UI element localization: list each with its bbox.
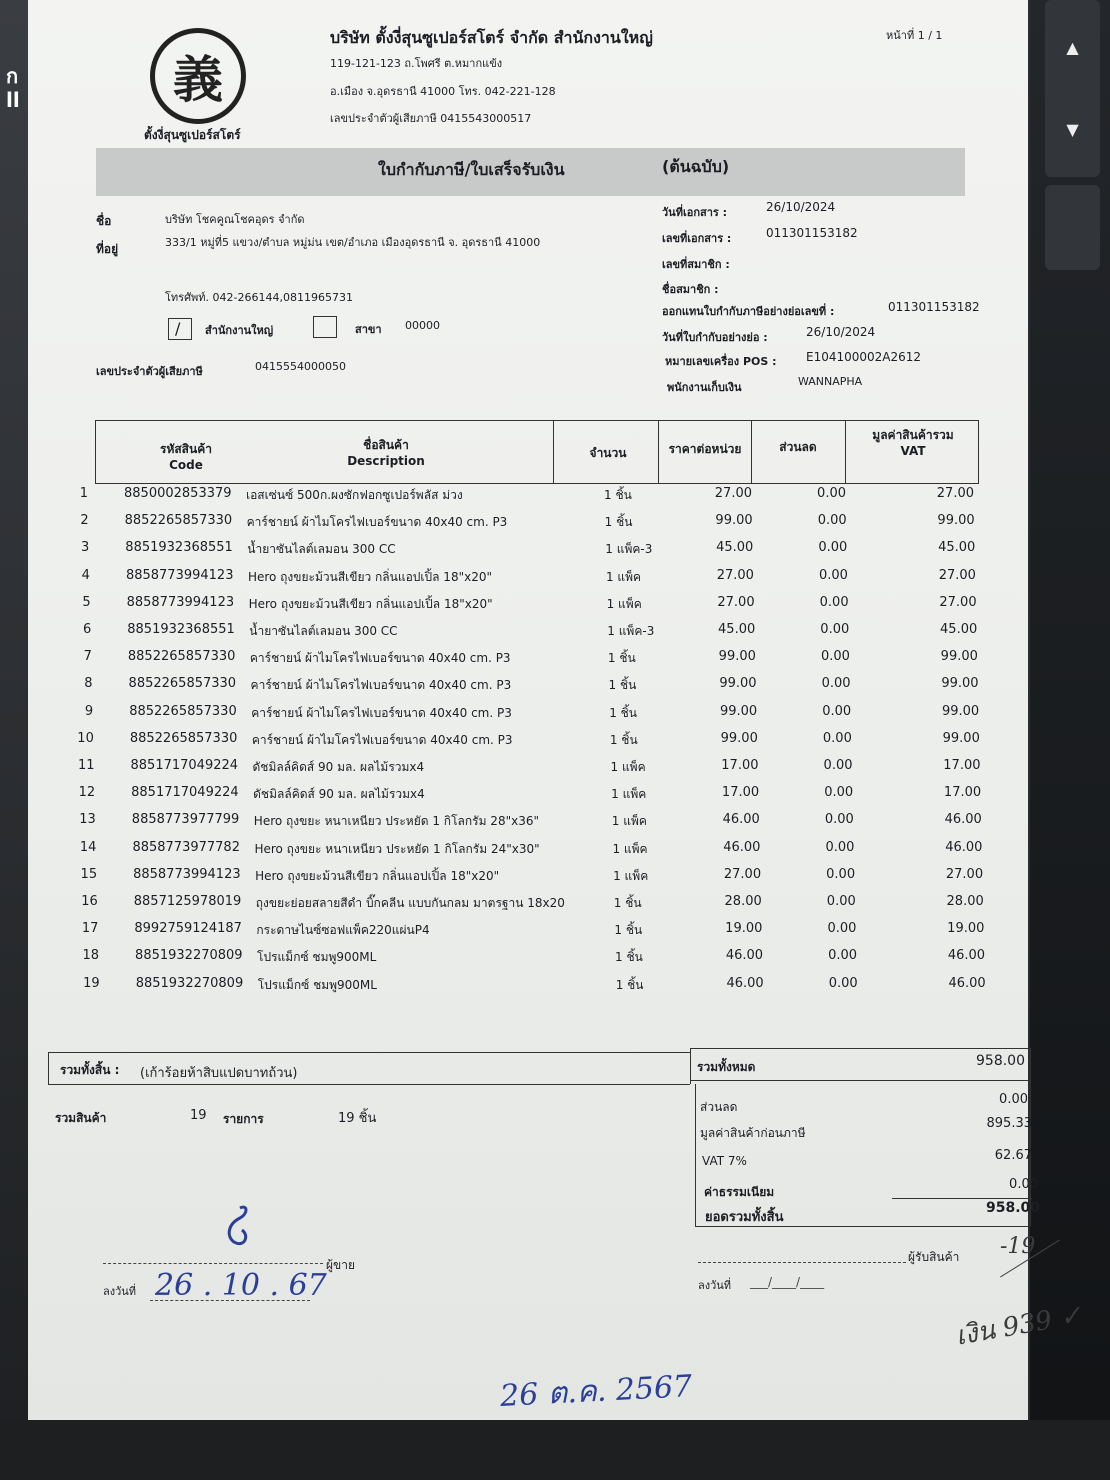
row-total: 17.00 bbox=[943, 758, 981, 773]
row-unit-price: 46.00 bbox=[723, 839, 761, 855]
row-number: 16 bbox=[81, 894, 98, 909]
column-divider bbox=[845, 421, 846, 483]
row-description: น้ำยาซันไลต์เลมอน 300 CC bbox=[249, 624, 398, 638]
grand-total-value: 958.00 bbox=[976, 1053, 1025, 1069]
row-code: 8858773994123 bbox=[125, 567, 234, 583]
row-number: 7 bbox=[83, 649, 92, 665]
row-description: Hero ถุงขยะม้วนสีเขียว กลิ่นแอปเปิ้ล 18"x20" bbox=[255, 868, 500, 883]
row-description: Hero ถุงขยะม้วนสีเขียว กลิ่นแอปเปิ้ล 18"x20" bbox=[247, 569, 492, 584]
table-row bbox=[0, 812, 1110, 834]
row-discount: 0.00 bbox=[823, 758, 853, 773]
head-office-label: สำนักงานใหญ่ bbox=[205, 324, 274, 337]
row-description: โปรแม็กซ์ ชมพู900ML bbox=[257, 977, 377, 992]
head-office-checkbox bbox=[168, 318, 192, 340]
row-total: 17.00 bbox=[943, 785, 982, 801]
row-code: 8852265857330 bbox=[124, 513, 233, 529]
row-code: 8851717049224 bbox=[131, 785, 239, 801]
checkbox-check-mark: / bbox=[175, 319, 181, 338]
receiver-date-blank: ___/____/____ bbox=[750, 1275, 825, 1289]
row-total: 45.00 bbox=[938, 540, 976, 556]
row-code: 8858773994123 bbox=[133, 866, 241, 882]
header-total-en: VAT bbox=[900, 444, 926, 458]
row-total: 28.00 bbox=[946, 894, 984, 909]
row-unit-price: 46.00 bbox=[726, 975, 764, 991]
row-unit-price: 45.00 bbox=[716, 540, 754, 556]
vat-label: VAT 7% bbox=[702, 1154, 747, 1168]
row-number: 3 bbox=[81, 540, 90, 556]
row-unit-price: 19.00 bbox=[725, 921, 763, 937]
branch-number: 00000 bbox=[405, 319, 440, 332]
table-row bbox=[0, 704, 1110, 726]
row-total: 27.00 bbox=[939, 594, 977, 610]
summary-border-bottom bbox=[48, 1084, 690, 1085]
table-row bbox=[0, 731, 1110, 753]
header-code bbox=[126, 441, 246, 473]
table-row bbox=[0, 867, 1110, 889]
ref-abbreviated-number: 011301153182 bbox=[888, 300, 980, 314]
row-qty: 1 ชิ้น bbox=[615, 977, 644, 992]
handwritten-date-stamp: 26 ต.ค. 2567 bbox=[499, 1368, 694, 1415]
row-discount: 0.00 bbox=[827, 921, 857, 937]
row-total: 99.00 bbox=[940, 649, 978, 665]
keyboard-glyph-icon: ก bbox=[6, 64, 19, 88]
table-row bbox=[0, 622, 1110, 644]
grand-total-label: รวมทั้งหมด bbox=[697, 1060, 756, 1074]
row-description: ดัชมิลล์คิดส์ 90 มล. ผลไม้รวมx4 bbox=[252, 760, 425, 774]
seller-date-line bbox=[150, 1300, 310, 1301]
row-qty: 1 แพ็ค-3 bbox=[605, 542, 653, 557]
company-name: บริษัท ตั้งงี่สุนซูเปอร์สโตร์ จำกัด สำนักงานใหญ่ bbox=[330, 28, 653, 47]
header-unit-price: ราคาต่อหน่วย bbox=[668, 442, 742, 456]
grand-total-words: (เก้าร้อยห้าสิบแปดบาทถ้วน) bbox=[140, 1066, 298, 1081]
row-number: 18 bbox=[82, 948, 100, 964]
net-total-label: ยอดรวมทั้งสิ้น bbox=[705, 1210, 784, 1225]
logo-caption: ตั้งงี่สุนซูเปอร์สโตร์ bbox=[144, 128, 241, 142]
seller-signature bbox=[218, 1200, 258, 1258]
doc-number: 011301153182 bbox=[766, 226, 858, 240]
row-total: 99.00 bbox=[941, 676, 979, 692]
row-total: 46.00 bbox=[944, 812, 982, 828]
row-description: Hero ถุงขยะ หนาเหนียว ประหยัด 1 กิโลกรัม 24"x30" bbox=[254, 841, 540, 856]
row-qty: 1 แพ็ค bbox=[613, 868, 649, 883]
grand-total-words-label: รวมทั้งสิ้น : bbox=[60, 1063, 120, 1077]
items-table-header bbox=[95, 420, 979, 484]
row-description: คาร์ชายน์ ผ้าไมโครไฟเบอร์ขนาด 40x40 cm. P3 bbox=[249, 651, 511, 666]
piece-count: 19 ชิ้น bbox=[338, 1111, 377, 1126]
member-number-label: เลขที่สมาชิก : bbox=[662, 258, 730, 271]
row-code: 8852265857330 bbox=[129, 730, 238, 746]
row-unit-price: 99.00 bbox=[720, 730, 758, 746]
row-qty: 1 แพ็ค-3 bbox=[607, 624, 655, 638]
row-number: 11 bbox=[77, 758, 95, 773]
row-number: 19 bbox=[83, 975, 100, 991]
document-title: ใบกำกับภาษี/ใบเสร็จรับเงิน bbox=[378, 160, 565, 179]
table-row bbox=[0, 486, 1110, 508]
row-code: 8992759124187 bbox=[134, 921, 242, 937]
vat-value: 62.67 bbox=[994, 1148, 1032, 1163]
row-number: 17 bbox=[81, 921, 99, 937]
row-total: 99.00 bbox=[941, 703, 980, 719]
keyboard-key bbox=[1045, 185, 1100, 270]
totals-border-left-lower bbox=[695, 1084, 696, 1226]
row-description: Hero ถุงขยะม้วนสีเขียว กลิ่นแอปเปิ้ล 18"x20" bbox=[248, 596, 493, 611]
row-discount: 0.00 bbox=[818, 567, 848, 583]
row-total: 45.00 bbox=[940, 622, 978, 637]
table-row bbox=[0, 840, 1110, 862]
row-number: 8 bbox=[84, 676, 93, 692]
row-qty: 1 ชิ้น bbox=[607, 651, 636, 666]
row-discount: 0.00 bbox=[824, 812, 854, 828]
row-qty: 1 แพ็ค bbox=[611, 787, 647, 802]
table-row bbox=[0, 948, 1110, 970]
row-discount: 0.00 bbox=[822, 703, 852, 719]
row-code: 8851932368551 bbox=[127, 622, 235, 637]
header-discount: ส่วนลด bbox=[779, 440, 817, 454]
keyboard-glyph-icon: ll bbox=[6, 88, 20, 112]
summary-border-left bbox=[48, 1052, 49, 1084]
ref-date: 26/10/2024 bbox=[806, 325, 876, 339]
row-total: 46.00 bbox=[945, 839, 983, 855]
company-address-2: อ.เมือง จ.อุดรธานี 41000 โทร. 042-221-128 bbox=[330, 85, 556, 98]
row-code: 8858773977782 bbox=[132, 839, 240, 855]
row-code: 8852265857330 bbox=[129, 703, 237, 719]
header-total-th: มูลค่าสินค้ารวม bbox=[872, 428, 954, 442]
table-row bbox=[0, 595, 1110, 617]
row-discount: 0.00 bbox=[828, 948, 858, 964]
row-description: Hero ถุงขยะ หนาเหนียว ประหยัด 1 กิโลกรัม 28"x36" bbox=[253, 814, 539, 829]
item-count: 19 bbox=[190, 1108, 207, 1123]
branch-label: สาขา bbox=[355, 323, 382, 336]
row-unit-price: 99.00 bbox=[718, 649, 756, 665]
row-description: โปรแม็กซ์ ชมพู900ML bbox=[257, 950, 377, 965]
pencil-note-deduction: -19 bbox=[1000, 1234, 1036, 1259]
column-divider bbox=[658, 421, 659, 483]
row-unit-price: 28.00 bbox=[724, 894, 762, 909]
row-qty: 1 ชิ้น bbox=[608, 678, 637, 693]
row-total: 27.00 bbox=[936, 486, 974, 501]
logo-mark: 義 bbox=[173, 50, 223, 109]
row-discount: 0.00 bbox=[819, 594, 849, 610]
row-qty: 1 แพ็ค bbox=[605, 569, 642, 584]
row-code: 8851932270809 bbox=[135, 975, 244, 991]
customer-tax-id: 0415554000050 bbox=[255, 360, 346, 373]
table-row bbox=[0, 568, 1110, 590]
cashier-name: WANNAPHA bbox=[798, 375, 863, 388]
row-discount: 0.00 bbox=[822, 730, 852, 746]
row-unit-price: 27.00 bbox=[716, 567, 754, 583]
row-number: 4 bbox=[81, 567, 90, 583]
row-qty: 1 แพ็ค bbox=[606, 596, 642, 611]
row-qty: 1 ชิ้น bbox=[609, 705, 637, 720]
member-name-label: ชื่อสมาชิก : bbox=[662, 283, 719, 296]
row-description: คาร์ชายน์ ผ้าไมโครไฟเบอร์ขนาด 40x40 cm. P3 bbox=[250, 678, 512, 693]
row-unit-price: 17.00 bbox=[721, 758, 759, 773]
row-code: 8850002853379 bbox=[124, 486, 232, 501]
fee-value: 0.00 bbox=[1009, 1177, 1038, 1192]
row-discount: 0.00 bbox=[818, 540, 848, 556]
receiver-label: ผู้รับสินค้า bbox=[908, 1250, 960, 1264]
cashier-label: พนักงานเก็บเงิน bbox=[667, 381, 742, 394]
table-row bbox=[0, 921, 1110, 943]
row-number: 1 bbox=[79, 486, 88, 501]
row-code: 8857125978019 bbox=[133, 894, 242, 909]
row-description: คาร์ชายน์ ผ้าไมโครไฟเบอร์ขนาด 40x40 cm. P3 bbox=[251, 732, 513, 747]
row-discount: 0.00 bbox=[825, 839, 855, 855]
document-copy-label: (ต้นฉบับ) bbox=[662, 157, 730, 176]
seller-date-label: ลงวันที่ bbox=[103, 1285, 137, 1298]
totals-border-left bbox=[690, 1048, 691, 1084]
pencil-note-amount: เงิน 939 ✓ bbox=[953, 1300, 1085, 1352]
row-description: ดัชมิลล์คิดส์ 90 มล. ผลไม้รวมx4 bbox=[253, 787, 425, 802]
row-discount: 0.00 bbox=[817, 513, 847, 529]
row-code: 8851932270809 bbox=[135, 948, 243, 964]
row-qty: 1 แพ็ค bbox=[612, 841, 648, 856]
header-desc-en: Description bbox=[347, 454, 425, 468]
row-qty: 1 ชิ้น bbox=[604, 515, 633, 530]
table-row bbox=[0, 758, 1110, 780]
key-up-arrow-icon: ▲ bbox=[1045, 0, 1100, 95]
table-row bbox=[0, 540, 1110, 562]
doc-date-label: วันที่เอกสาร : bbox=[662, 206, 728, 219]
row-description: คาร์ชายน์ ผ้าไมโครไฟเบอร์ขนาด 40x40 cm. P3 bbox=[251, 705, 512, 720]
doc-number-label: เลขที่เอกสาร : bbox=[662, 232, 732, 245]
table-row bbox=[0, 649, 1110, 671]
row-code: 8858773994123 bbox=[126, 594, 235, 610]
header-total-vat bbox=[848, 427, 978, 459]
row-code: 8858773977799 bbox=[131, 812, 240, 828]
table-row bbox=[0, 894, 1110, 916]
row-total: 19.00 bbox=[947, 921, 985, 937]
row-qty: 1 ชิ้น bbox=[613, 896, 642, 910]
row-unit-price: 27.00 bbox=[717, 594, 755, 610]
row-unit-price: 99.00 bbox=[715, 513, 753, 529]
seller-label: ผู้ขาย bbox=[326, 1258, 356, 1272]
pos-number: E104100002A2612 bbox=[806, 350, 922, 364]
table-row bbox=[0, 513, 1110, 535]
seller-date-handwritten: 26 . 10 . 67 bbox=[155, 1268, 327, 1303]
row-description: เอสเซ่นซ์ 500ก.ผงซักฟอกซูเปอร์พลัส ม่วง bbox=[246, 488, 463, 502]
table-row bbox=[0, 676, 1110, 698]
row-code: 8852265857330 bbox=[128, 676, 237, 692]
row-number: 9 bbox=[84, 703, 94, 719]
row-unit-price: 99.00 bbox=[719, 676, 757, 692]
row-code: 8851717049224 bbox=[130, 758, 239, 773]
row-qty: 1 แพ็ค bbox=[610, 760, 646, 774]
row-discount: 0.00 bbox=[824, 785, 854, 801]
row-code: 8852265857330 bbox=[127, 649, 236, 665]
ref-date-label: วันที่ใบกำกับอย่างย่อ : bbox=[662, 331, 768, 344]
row-discount: 0.00 bbox=[826, 866, 856, 882]
customer-address-label: ที่อยู่ bbox=[96, 242, 119, 256]
header-code-en: Code bbox=[169, 458, 203, 472]
row-total: 46.00 bbox=[947, 948, 986, 964]
summary-border-top bbox=[48, 1052, 690, 1053]
row-description: คาร์ชายน์ ผ้าไมโครไฟเบอร์ขนาด 40x40 cm. P3 bbox=[246, 515, 508, 530]
company-tax-id: เลขประจำตัวผู้เสียภาษี 0415543000517 bbox=[330, 112, 532, 125]
company-logo bbox=[150, 28, 246, 124]
page-number: หน้าที่ 1 / 1 bbox=[886, 29, 943, 42]
row-qty: 1 ชิ้น bbox=[609, 732, 638, 747]
key-down-arrow-icon: ▼ bbox=[1045, 82, 1100, 177]
desk-surface bbox=[0, 1420, 1110, 1480]
item-count-label: รวมสินค้า bbox=[55, 1111, 107, 1125]
totals-border-mid bbox=[690, 1080, 1030, 1081]
row-unit-price: 27.00 bbox=[714, 486, 752, 501]
row-unit-price: 45.00 bbox=[718, 622, 756, 637]
pretax-value: 895.33 bbox=[986, 1116, 1032, 1131]
row-unit-price: 27.00 bbox=[723, 866, 762, 882]
row-description: ถุงขยะย่อยสลายสีดำ บิ๊กคลีน แบบกันกลม มาตรฐาน 18x20 bbox=[255, 896, 565, 910]
customer-name: บริษัท โชคคูณโชคอุดร จำกัด bbox=[165, 213, 305, 226]
pos-label: หมายเลขเครื่อง POS : bbox=[665, 355, 777, 368]
row-discount: 0.00 bbox=[821, 676, 851, 692]
row-number: 13 bbox=[79, 812, 96, 828]
header-qty: จำนวน bbox=[589, 446, 627, 460]
row-discount: 0.00 bbox=[826, 894, 856, 909]
ref-abbreviated-label: ออกแทนใบกำกับภาษีอย่างย่อเลขที่ : bbox=[662, 305, 835, 318]
header-code-th: รหัสสินค้า bbox=[160, 442, 212, 456]
doc-date: 26/10/2024 bbox=[766, 200, 836, 214]
row-qty: 1 แพ็ค bbox=[611, 814, 647, 829]
fee-underline bbox=[892, 1198, 1032, 1199]
customer-tax-id-label: เลขประจำตัวผู้เสียภาษี bbox=[96, 365, 203, 378]
row-total: 27.00 bbox=[938, 567, 976, 583]
receiver-date-label: ลงวันที่ bbox=[698, 1279, 732, 1292]
row-unit-price: 46.00 bbox=[725, 948, 764, 964]
row-code: 8851932368551 bbox=[125, 540, 233, 556]
row-qty: 1 ชิ้น bbox=[604, 488, 632, 502]
net-total-value: 958.00 bbox=[985, 1200, 1040, 1216]
fee-label: ค่าธรรมเนียม bbox=[704, 1185, 775, 1199]
row-number: 5 bbox=[82, 594, 91, 610]
customer-name-label: ชื่อ bbox=[96, 214, 112, 228]
table-row bbox=[0, 785, 1110, 807]
customer-address: 333/1 หมู่ที่5 แขวง/ตำบล หมู่ม่น เขต/อำเภอ เมืองอุดรธานี จ. อุดรธานี 41000 bbox=[165, 236, 541, 249]
header-desc-th: ชื่อสินค้า bbox=[363, 438, 409, 452]
item-count-unit: รายการ bbox=[223, 1112, 264, 1126]
row-number: 6 bbox=[82, 622, 92, 637]
company-address-1: 119-121-123 ถ.โพศรี ต.หมากแข้ง bbox=[330, 57, 503, 70]
row-discount: 0.00 bbox=[820, 622, 850, 637]
row-discount: 0.00 bbox=[828, 975, 858, 991]
customer-phone: โทรศัพท์. 042-266144,0811965731 bbox=[165, 291, 353, 304]
header-description bbox=[296, 437, 476, 469]
row-total: 46.00 bbox=[948, 975, 986, 991]
row-qty: 1 ชิ้น bbox=[615, 950, 643, 965]
branch-checkbox bbox=[313, 316, 337, 338]
receiver-sign-line bbox=[698, 1262, 906, 1263]
row-number: 15 bbox=[80, 866, 98, 882]
row-unit-price: 17.00 bbox=[721, 785, 760, 801]
row-number: 10 bbox=[77, 730, 94, 746]
row-unit-price: 46.00 bbox=[722, 812, 760, 828]
row-qty: 1 ชิ้น bbox=[614, 923, 643, 938]
seller-sign-line bbox=[103, 1263, 323, 1264]
row-total: 99.00 bbox=[942, 730, 980, 746]
row-unit-price: 99.00 bbox=[719, 703, 758, 719]
discount-label: ส่วนลด bbox=[700, 1100, 738, 1114]
row-discount: 0.00 bbox=[820, 649, 850, 665]
row-discount: 0.00 bbox=[817, 486, 846, 501]
pretax-label: มูลค่าสินค้าก่อนภาษี bbox=[700, 1126, 806, 1140]
column-divider bbox=[553, 421, 554, 483]
row-number: 12 bbox=[78, 785, 96, 801]
row-number: 14 bbox=[79, 839, 97, 855]
row-total: 27.00 bbox=[945, 866, 984, 882]
row-number: 2 bbox=[80, 513, 89, 529]
row-description: กระดาษไนซ์ซอฟแพ็ค220แผ่นP4 bbox=[256, 923, 430, 938]
discount-value: 0.00 bbox=[999, 1092, 1028, 1107]
totals-border-top bbox=[690, 1048, 1030, 1049]
row-description: น้ำยาซันไลต์เลมอน 300 CC bbox=[247, 542, 396, 557]
table-row bbox=[0, 976, 1110, 998]
row-total: 99.00 bbox=[937, 513, 975, 529]
